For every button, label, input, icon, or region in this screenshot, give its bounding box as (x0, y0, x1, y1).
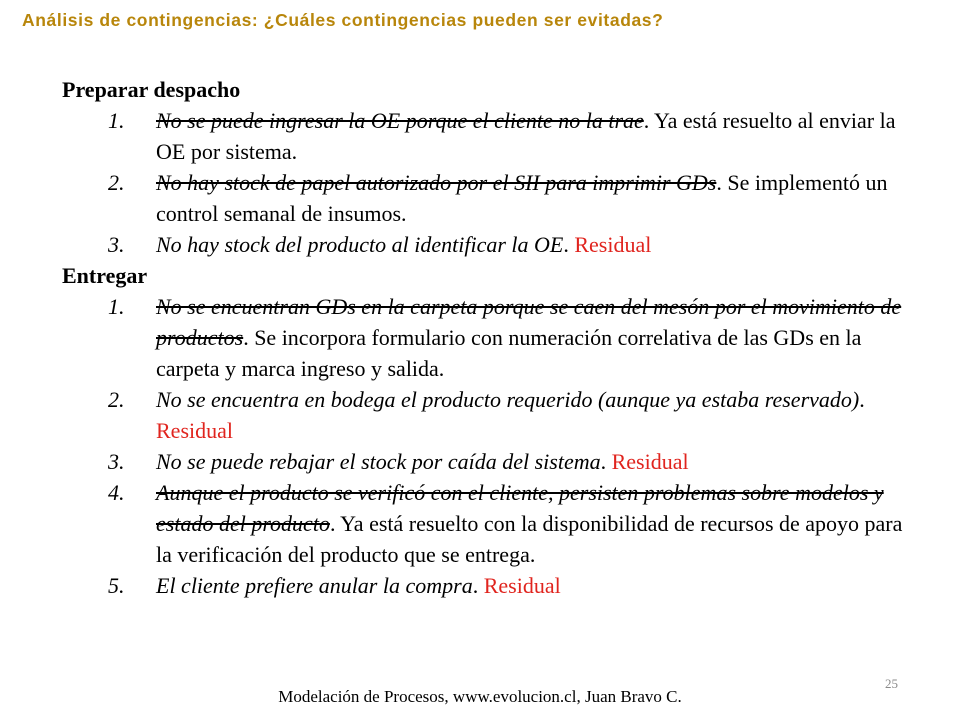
slide-footer: Modelación de Procesos, www.evolucion.cl, Juan Bravo C. (278, 687, 682, 706)
separator-text: . (859, 387, 865, 412)
list-item (62, 291, 922, 384)
item-number: 3. (108, 449, 125, 474)
page-number: 25 (885, 676, 898, 691)
struck-contingency: No se encuentran GDs en la carpeta porque se caen del mesón por el movimiento de productos (156, 294, 902, 350)
slide-body (62, 74, 922, 601)
separator-text: . (472, 573, 484, 598)
resolution-text: . Se implementó un control semanal de insumos. (156, 170, 888, 226)
item-number: 1. (108, 294, 125, 319)
open-contingency: No se encuentra en bodega el producto requerido (aunque ya estaba reservado) (156, 387, 860, 412)
struck-contingency: Aunque el producto se verificó con el cliente, persisten problemas sobre modelos y estado del producto (156, 480, 884, 536)
open-contingency: El cliente prefiere anular la compra (156, 573, 473, 598)
item-number: 2. (108, 170, 125, 195)
item-number: 1. (108, 108, 125, 133)
list-item (62, 229, 922, 260)
item-number: 5. (108, 573, 125, 598)
slide-title: Análisis de contingencias: ¿Cuáles contingencias pueden ser evitadas? (22, 10, 664, 30)
list-item (62, 105, 922, 167)
open-contingency: No hay stock del producto al identificar la OE (156, 232, 564, 257)
residual-label: Residual (574, 232, 652, 257)
list-item (62, 570, 922, 601)
struck-contingency: No se puede ingresar la OE porque el cliente no la trae (156, 108, 644, 133)
open-contingency: No se puede rebajar el stock por caída del sistema (156, 449, 601, 474)
resolution-text: . Se incorpora formulario con numeración correlativa de las GDs en la carpeta y marca ingreso y salida. (156, 325, 862, 381)
item-number: 2. (108, 387, 125, 412)
list-item (62, 167, 922, 229)
resolution-text: . Ya está resuelto al enviar la OE por sistema. (156, 108, 896, 164)
item-number: 3. (108, 232, 125, 257)
list-item (62, 446, 922, 477)
residual-label: Residual (611, 449, 689, 474)
list-item (62, 477, 922, 570)
separator-text: . (600, 449, 612, 474)
struck-contingency: No hay stock de papel autorizado por el SII para imprimir GDs (156, 170, 717, 195)
list-item (62, 384, 922, 446)
section-heading-entregar: Entregar (62, 263, 148, 288)
item-number: 4. (108, 480, 125, 505)
preparar-despacho-list (62, 105, 922, 260)
residual-label: Residual (156, 418, 233, 443)
entregar-list (62, 291, 922, 601)
separator-text: . (563, 232, 575, 257)
resolution-text: . Ya está resuelto con la disponibilidad de recursos de apoyo para la verificación del producto que se entrega. (156, 511, 903, 567)
residual-label: Residual (483, 573, 561, 598)
section-heading-preparar-despacho: Preparar despacho (62, 77, 241, 102)
